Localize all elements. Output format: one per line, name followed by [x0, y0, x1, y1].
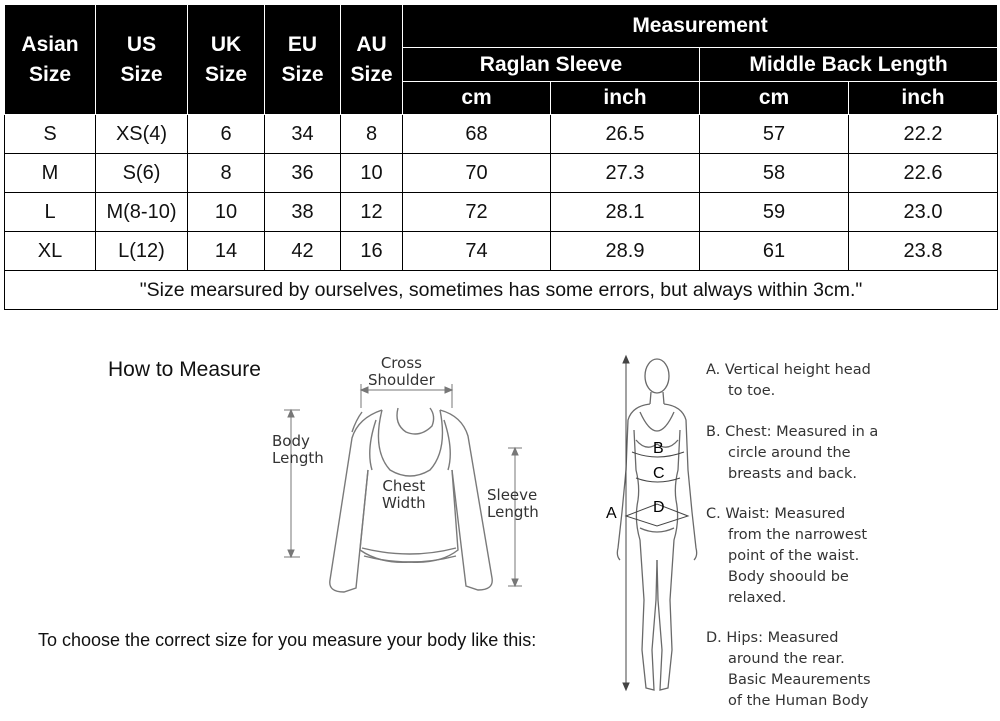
- figure-letter-c: C: [653, 465, 665, 482]
- table-cell: M(8-10): [96, 193, 188, 232]
- table-cell: 10: [341, 154, 403, 193]
- table-cell: 16: [341, 232, 403, 271]
- label-sleeve-length: Sleeve Length: [487, 486, 539, 521]
- header-raglan-sleeve: Raglan Sleeve: [403, 48, 700, 82]
- table-cell: 61: [700, 232, 849, 271]
- table-cell: 8: [341, 115, 403, 154]
- table-cell: 42: [265, 232, 341, 271]
- instruction-text: To choose the correct size for you measure your body like this:: [38, 630, 537, 650]
- table-cell: 22.2: [849, 115, 998, 154]
- label-body-length: Body Length: [272, 432, 324, 467]
- table-cell: 59: [700, 193, 849, 232]
- label-cross-shoulder: Cross Shoulder: [368, 354, 435, 389]
- header-back-inch: inch: [849, 82, 998, 115]
- table-cell: L(12): [96, 232, 188, 271]
- table-cell: 26.5: [551, 115, 700, 154]
- table-cell: 58: [700, 154, 849, 193]
- figure-letter-b: B: [653, 440, 664, 457]
- table-cell: 14: [188, 232, 265, 271]
- table-cell: 12: [341, 193, 403, 232]
- how-to-measure-title: How to Measure: [108, 358, 261, 381]
- table-cell: 23.8: [849, 232, 998, 271]
- header-middle-back-length: Middle Back Length: [700, 48, 998, 82]
- table-cell: 23.0: [849, 193, 998, 232]
- table-cell: 27.3: [551, 154, 700, 193]
- table-cell: 70: [403, 154, 551, 193]
- header-asian-size: Asian Size: [5, 5, 96, 115]
- table-cell: XL: [5, 232, 96, 271]
- description-c: C. Waist: Measured from the narrowest point of the waist. Body shoould be relaxed.: [706, 506, 868, 606]
- header-eu-size: EU Size: [265, 5, 341, 115]
- table-cell: 8: [188, 154, 265, 193]
- figure-letter-d: D: [653, 499, 665, 516]
- table-cell: 68: [403, 115, 551, 154]
- description-a: A. Vertical height head to toe.: [706, 362, 871, 399]
- header-uk-size: UK Size: [188, 5, 265, 115]
- figure-letter-a: A: [606, 505, 617, 522]
- table-cell: 28.1: [551, 193, 700, 232]
- header-us-size: US Size: [96, 5, 188, 115]
- header-back-cm: cm: [700, 82, 849, 115]
- table-cell: 36: [265, 154, 341, 193]
- description-d: D. Hips: Measured around the rear. Basic Meaurements of the Human Body: [706, 630, 871, 709]
- human-figure: [617, 359, 696, 690]
- table-cell: 74: [403, 232, 551, 271]
- label-chest-width: Chest Width: [382, 477, 426, 512]
- measurement-note: "Size mearsured by ourselves, sometimes has some errors, but always within 3cm.": [5, 271, 998, 310]
- table-cell: L: [5, 193, 96, 232]
- table-cell: M: [5, 154, 96, 193]
- table-cell: 72: [403, 193, 551, 232]
- table-cell: S(6): [96, 154, 188, 193]
- table-cell: XS(4): [96, 115, 188, 154]
- table-cell: S: [5, 115, 96, 154]
- table-cell: 6: [188, 115, 265, 154]
- header-raglan-cm: cm: [403, 82, 551, 115]
- body-measure-lines: [623, 356, 688, 690]
- header-raglan-inch: inch: [551, 82, 700, 115]
- table-cell: 38: [265, 193, 341, 232]
- header-measurement: Measurement: [403, 5, 998, 48]
- table-cell: 22.6: [849, 154, 998, 193]
- header-au-size: AU Size: [341, 5, 403, 115]
- description-b: B. Chest: Measured in a circle around the breasts and back.: [706, 424, 879, 482]
- table-cell: 10: [188, 193, 265, 232]
- table-cell: 57: [700, 115, 849, 154]
- table-cell: 28.9: [551, 232, 700, 271]
- table-cell: 34: [265, 115, 341, 154]
